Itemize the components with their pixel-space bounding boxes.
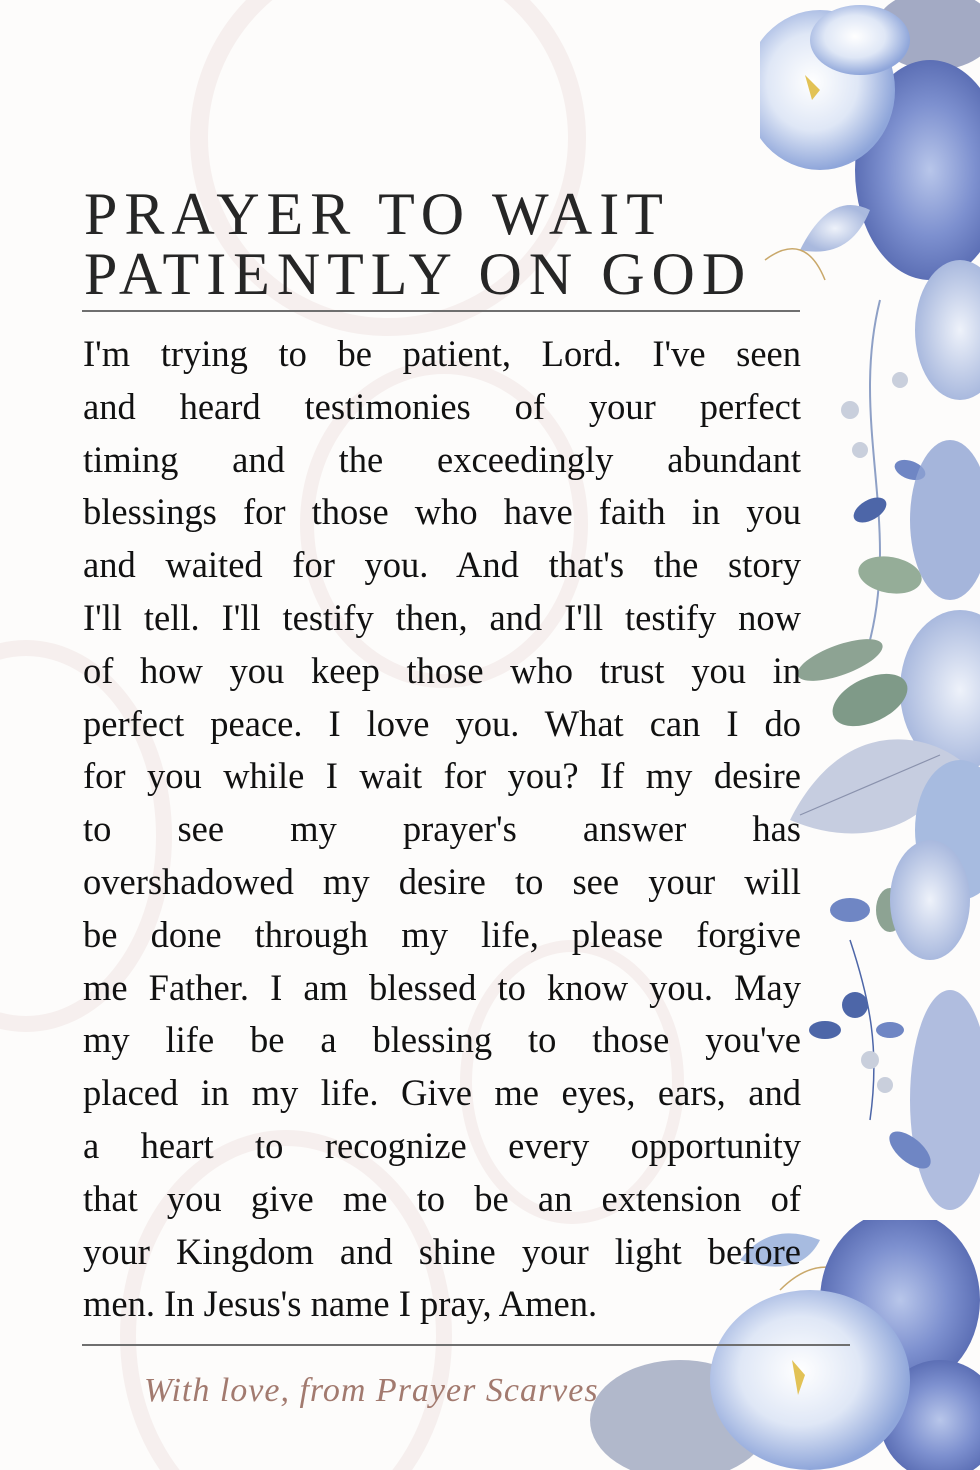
prayer-line: and heard testimonies of your perfect xyxy=(83,385,801,427)
prayer-text xyxy=(83,328,801,1331)
title-divider xyxy=(82,310,800,312)
prayer-line: your Kingdom and shine your light before xyxy=(83,1230,801,1272)
title-line-1: PRAYER TO WAIT xyxy=(84,181,670,247)
prayer-line: a heart to recognize every opportunity xyxy=(83,1124,801,1166)
prayer-line: blessings for those who have faith in you xyxy=(83,491,801,533)
prayer-line: overshadowed my desire to see your will xyxy=(83,860,801,902)
prayer-line: men. In Jesus's name I pray, Amen. xyxy=(83,1283,598,1325)
signoff-text: With love, from Prayer Scarves xyxy=(144,1372,599,1409)
prayer-line: I'm trying to be patient, Lord. I've seen xyxy=(83,333,801,374)
prayer-line: to see my prayer's answer has xyxy=(83,808,801,850)
prayer-line: I'll tell. I'll testify then, and I'll testify now xyxy=(83,596,801,638)
prayer-line: be done through my life, please forgive xyxy=(83,913,801,955)
page-title xyxy=(84,181,814,307)
prayer-line: timing and the exceedingly abundant xyxy=(83,438,801,480)
prayer-line: my life be a blessing to those you've xyxy=(83,1019,801,1061)
prayer-line: for you while I wait for you? If my desire xyxy=(83,755,801,797)
prayer-line: placed in my life. Give me eyes, ears, and xyxy=(83,1072,801,1114)
signoff-divider xyxy=(82,1344,850,1346)
prayer-line: and waited for you. And that's the story xyxy=(83,544,801,586)
prayer-line: of how you keep those who trust you in xyxy=(83,649,801,691)
title-line-2: PATIENTLY ON GOD xyxy=(84,241,753,307)
prayer-line: perfect peace. I love you. What can I do xyxy=(83,702,801,744)
prayer-line: me Father. I am blessed to know you. May xyxy=(83,966,801,1008)
prayer-line: that you give me to be an extension of xyxy=(83,1177,801,1219)
